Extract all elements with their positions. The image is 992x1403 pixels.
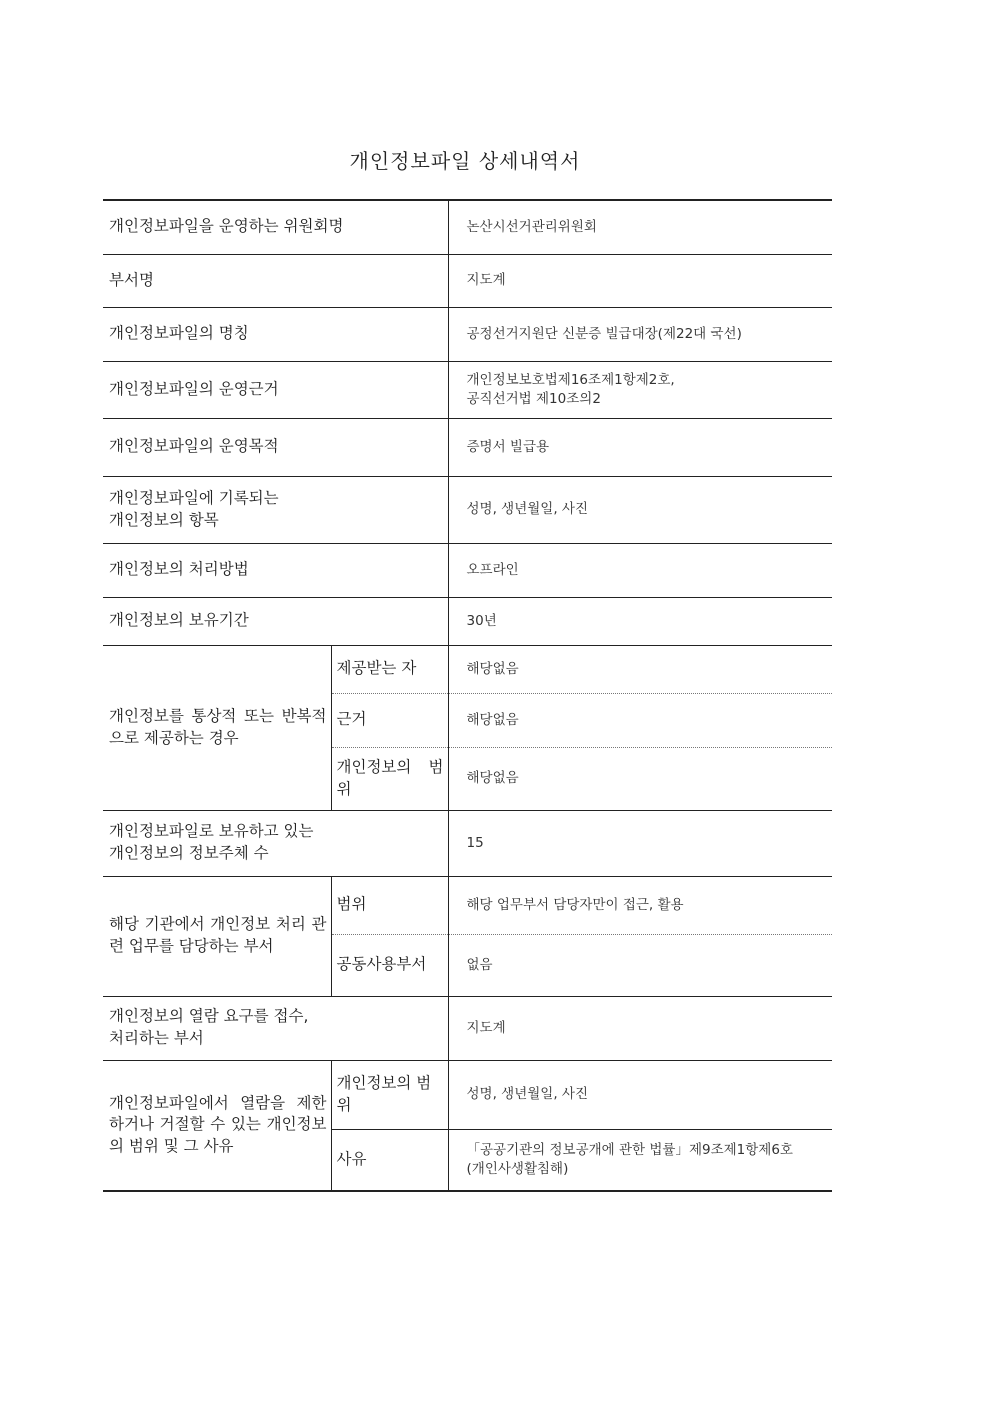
label-retention: 개인정보의 보유기간 bbox=[103, 597, 448, 645]
row-department bbox=[103, 254, 832, 307]
value-access-request: 지도계 bbox=[448, 996, 832, 1060]
row-purpose bbox=[103, 418, 832, 476]
value-handling-scope: 해당 업무부서 담당자만이 접근, 활용 bbox=[448, 876, 832, 934]
value-department: 지도계 bbox=[448, 254, 832, 307]
value-retention: 30년 bbox=[448, 597, 832, 645]
value-provision-recipient: 해당없음 bbox=[448, 645, 832, 693]
value-restriction-reason bbox=[448, 1129, 832, 1191]
legal-basis-line-1: 개인정보보호법제16조제1항제2호, bbox=[466, 371, 675, 388]
label-handling-scope: 범위 bbox=[331, 876, 448, 934]
value-committee: 논산시선거관리위원회 bbox=[448, 200, 832, 254]
label-provision-basis: 근거 bbox=[331, 693, 448, 747]
label-department: 부서명 bbox=[103, 254, 448, 307]
value-items: 성명, 생년월일, 사진 bbox=[448, 476, 832, 543]
value-legal-basis bbox=[448, 361, 832, 418]
value-subjects: 15 bbox=[448, 810, 832, 876]
subjects-label-line-1: 개인정보파일로 보유하고 있는 bbox=[109, 822, 314, 841]
label-access-request bbox=[103, 996, 448, 1060]
label-subjects bbox=[103, 810, 448, 876]
value-method: 오프라인 bbox=[448, 543, 832, 597]
reason-line-1: 「공공기관의 정보공개에 관한 법률」제9조제1항제6호 bbox=[466, 1141, 793, 1158]
label-committee: 개인정보파일을 운영하는 위원회명 bbox=[103, 200, 448, 254]
items-label-line-1: 개인정보파일에 기록되는 bbox=[109, 488, 279, 507]
label-restriction-reason: 사유 bbox=[331, 1129, 448, 1191]
access-label-line-2: 처리하는 부서 bbox=[109, 1029, 204, 1047]
row-legal-basis bbox=[103, 361, 832, 418]
row-handling-scope bbox=[103, 876, 832, 934]
row-restriction-scope bbox=[103, 1060, 832, 1129]
label-purpose: 개인정보파일의 운영목적 bbox=[103, 418, 448, 476]
legal-basis-line-2: 공직선거법 제10조의2 bbox=[466, 390, 601, 407]
label-legal-basis: 개인정보파일의 운영근거 bbox=[103, 361, 448, 418]
row-provision-recipient bbox=[103, 645, 832, 693]
detail-table bbox=[103, 199, 832, 1192]
label-restriction-scope: 개인정보의 범위 bbox=[331, 1060, 448, 1129]
row-method bbox=[103, 543, 832, 597]
value-restriction-scope: 성명, 생년월일, 사진 bbox=[448, 1060, 832, 1129]
value-provision-basis: 해당없음 bbox=[448, 693, 832, 747]
row-retention bbox=[103, 597, 832, 645]
label-provision: 개인정보를 통상적 또는 반복적으로 제공하는 경우 bbox=[103, 645, 331, 810]
label-handling: 해당 기관에서 개인정보 처리 관련 업무를 담당하는 부서 bbox=[103, 876, 331, 996]
label-file-name: 개인정보파일의 명칭 bbox=[103, 307, 448, 361]
document-title: 개인정보파일 상세내역서 bbox=[349, 149, 581, 173]
row-items bbox=[103, 476, 832, 543]
row-subjects bbox=[103, 810, 832, 876]
value-purpose: 증명서 빌급용 bbox=[448, 418, 832, 476]
value-file-name: 공정선거지원단 신분증 빌급대장(제22대 국선) bbox=[448, 307, 832, 361]
label-provision-recipient: 제공받는 자 bbox=[331, 645, 448, 693]
row-file-name bbox=[103, 307, 832, 361]
access-label-line-1: 개인정보의 열람 요구를 접수, bbox=[109, 1007, 309, 1026]
value-provision-scope: 해당없음 bbox=[448, 747, 832, 810]
subjects-label-line-2: 개인정보의 정보주체 수 bbox=[109, 844, 269, 862]
label-provision-scope: 개인정보의 범위 bbox=[331, 747, 448, 810]
reason-line-2: (개인사생활침해) bbox=[466, 1160, 569, 1177]
value-handling-shared: 없음 bbox=[448, 934, 832, 996]
row-committee bbox=[103, 200, 832, 254]
items-label-line-2: 개인정보의 항목 bbox=[109, 510, 219, 529]
label-handling-shared: 공동사용부서 bbox=[331, 934, 448, 996]
label-method: 개인정보의 처리방법 bbox=[103, 543, 448, 597]
row-access-request bbox=[103, 996, 832, 1060]
label-items bbox=[103, 476, 448, 543]
label-restriction: 개인정보파일에서 열람을 제한하거나 거절할 수 있는 개인정보의 범위 및 그 사유 bbox=[103, 1060, 331, 1191]
